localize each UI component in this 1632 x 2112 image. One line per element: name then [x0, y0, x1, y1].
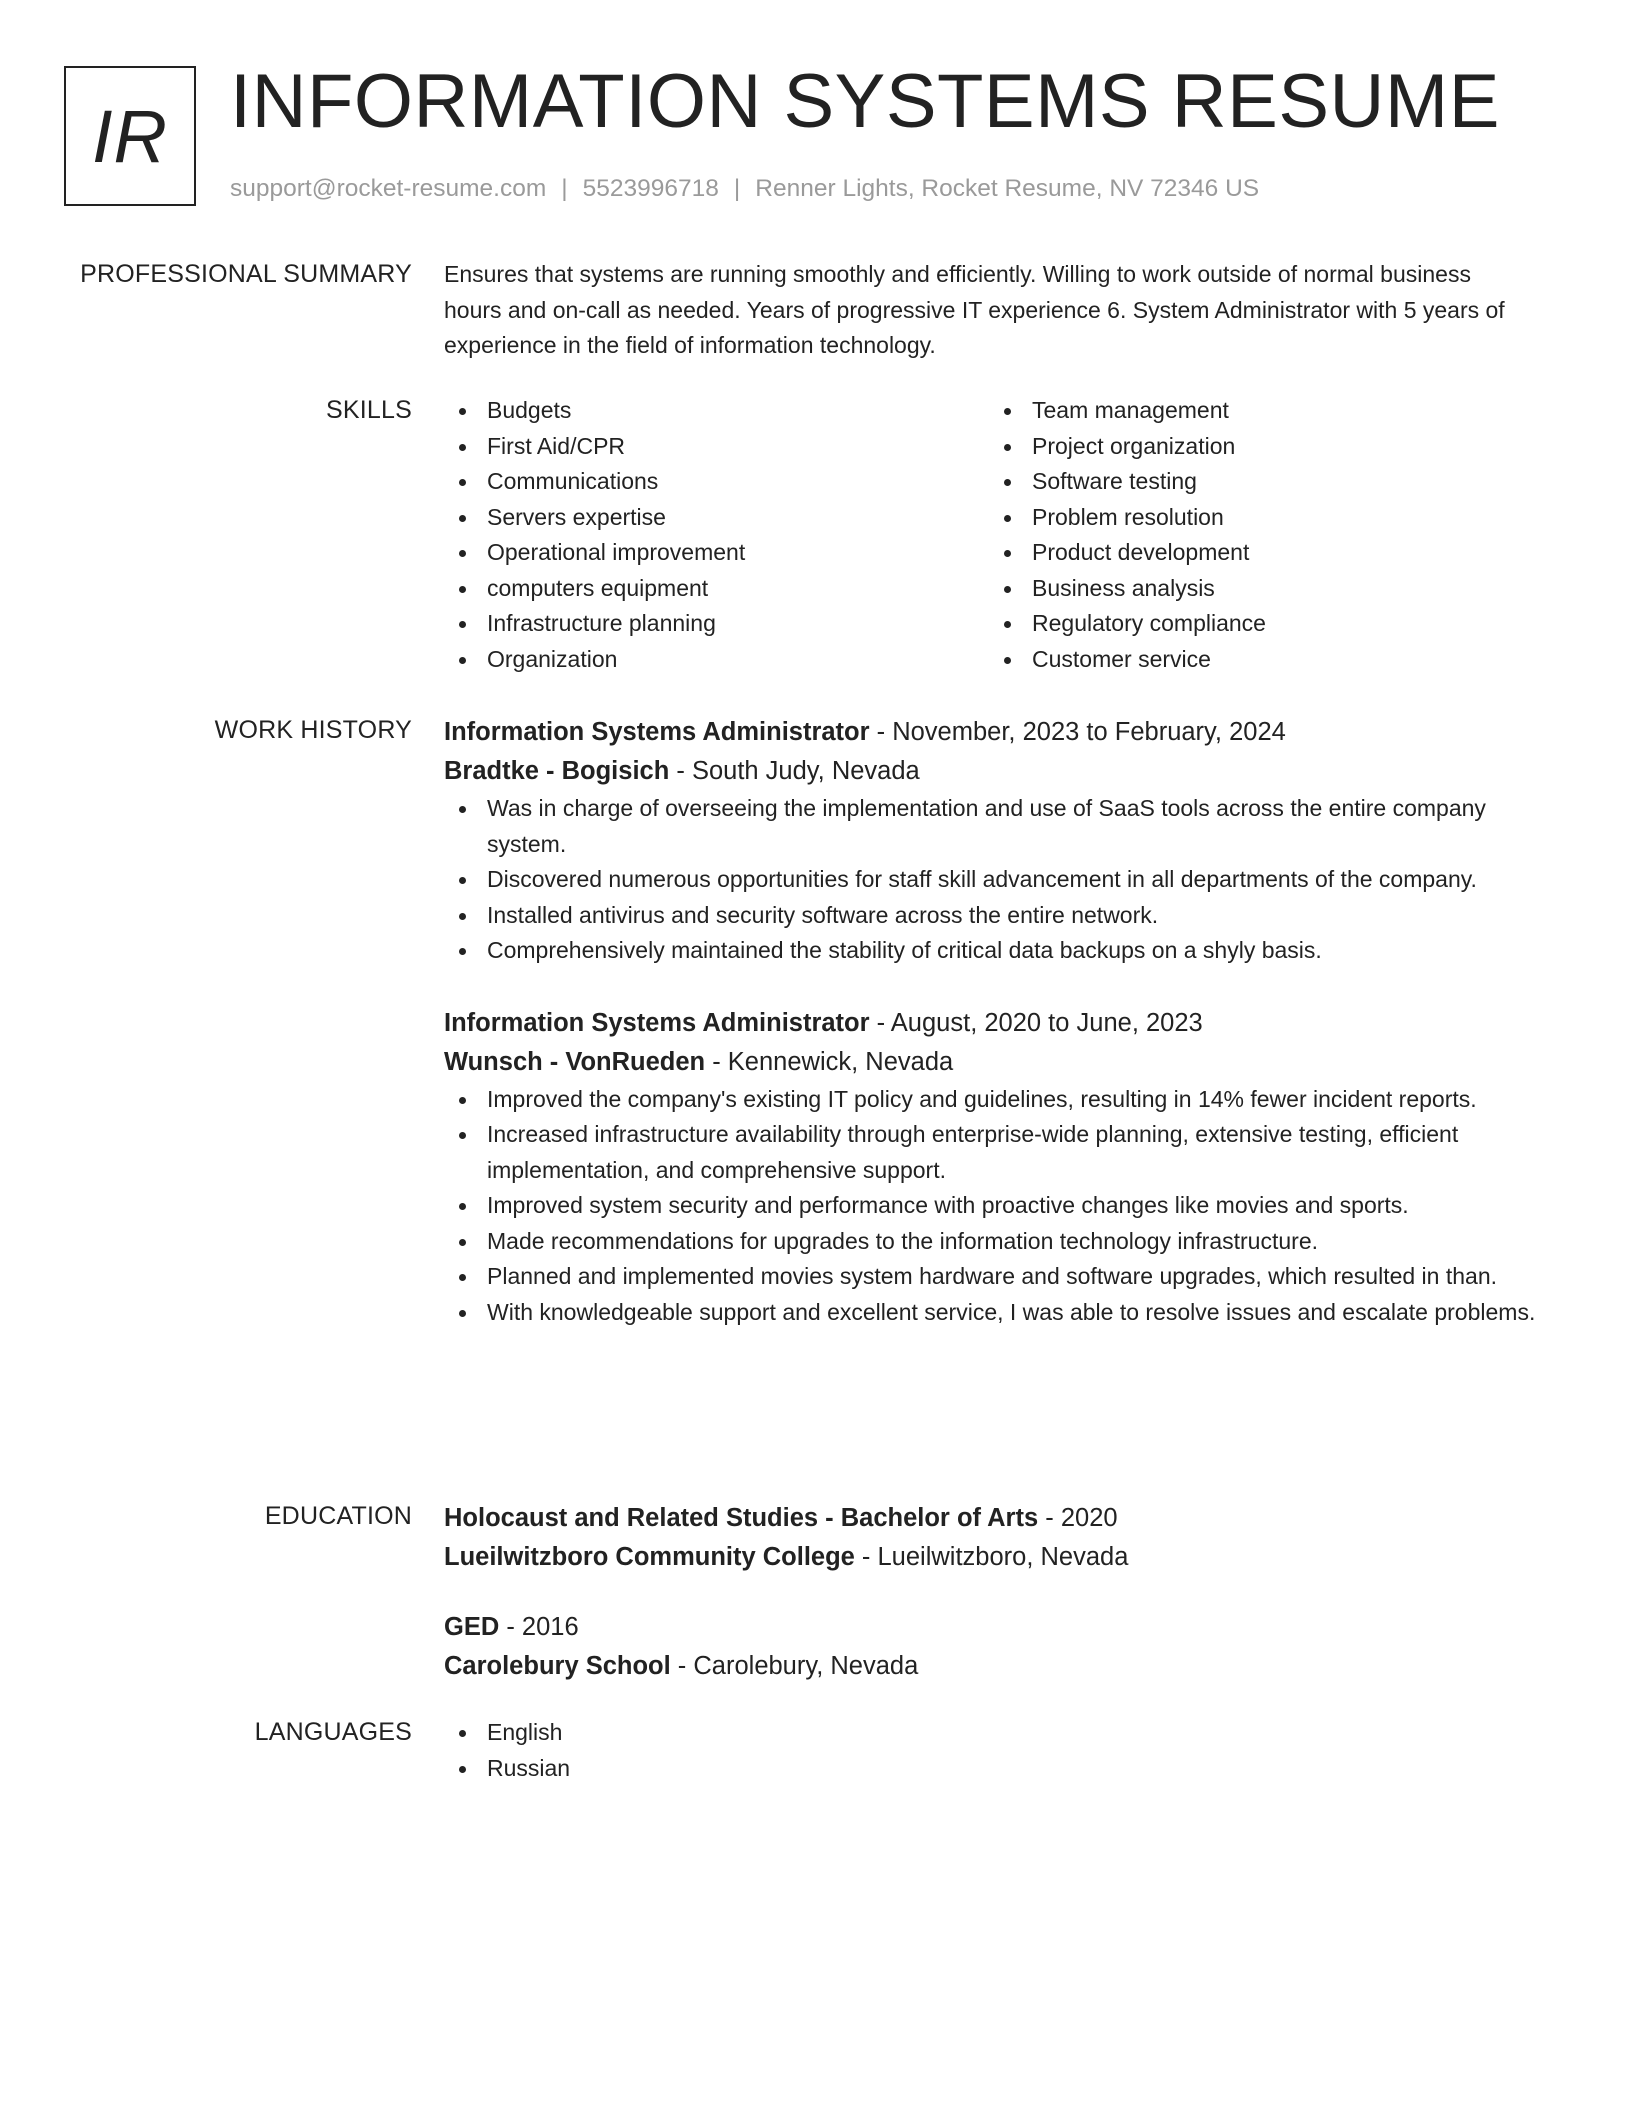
job-duty: Increased infrastructure availability through enterprise-wide planning, extensive testing, efficient implementation, and comprehensive support.	[444, 1117, 1564, 1188]
job-dates: - August, 2020 to June, 2023	[869, 1008, 1203, 1037]
skill-item: Project organization	[989, 429, 1534, 465]
job-dates: - November, 2023 to February, 2024	[869, 718, 1286, 746]
job-company: Bradtke - Bogisich	[444, 757, 670, 785]
skill-item: Budgets	[444, 393, 989, 429]
education-year: - 2020	[1038, 1504, 1118, 1532]
languages-heading: LANGUAGES	[254, 1718, 412, 1746]
language-item: Russian	[444, 1751, 1564, 1787]
skill-item: Problem resolution	[989, 500, 1534, 536]
skill-item: First Aid/CPR	[444, 429, 989, 465]
job-company: Wunsch - VonRueden	[444, 1047, 706, 1076]
resume-title: INFORMATION SYSTEMS RESUME	[230, 59, 1500, 144]
skill-item: Infrastructure planning	[444, 606, 989, 642]
skill-item: Customer service	[989, 642, 1534, 678]
education-school-line	[444, 1538, 1564, 1577]
job-duty: With knowledgeable support and excellent service, I was able to resolve issues and escalate problems.	[444, 1295, 1564, 1331]
job-entry	[444, 713, 1564, 969]
job-duty: Made recommendations for upgrades to the information technology infrastructure.	[444, 1224, 1564, 1260]
job-title-line	[444, 713, 1564, 752]
job-role: Information Systems Administrator	[444, 718, 870, 746]
education-degree-line	[444, 1608, 1564, 1647]
job-duty: Improved the company's existing IT policy and guidelines, resulting in 14% fewer incident reports.	[444, 1082, 1564, 1118]
contact-separator: |	[561, 175, 568, 202]
skill-item: Business analysis	[989, 571, 1534, 607]
skill-item: Team management	[989, 393, 1534, 429]
skills-list-left	[444, 393, 989, 677]
contact-address: Renner Lights, Rocket Resume, NV 72346 US	[755, 175, 1260, 202]
education-year: - 2016	[499, 1613, 579, 1641]
job-company-line	[444, 752, 1564, 791]
summary-text: Ensures that systems are running smoothly and efficiently. Willing to work outside of normal business hours and on-call as needed. Years of progressive IT experience 6. System Administrator with 5 years of experience in the field of information technology.	[444, 261, 1505, 358]
skill-item: computers equipment	[444, 571, 989, 607]
skill-item: Software testing	[989, 464, 1534, 500]
summary-heading: PROFESSIONAL SUMMARY	[80, 260, 412, 288]
skill-item: Servers expertise	[444, 500, 989, 536]
job-duty: Comprehensively maintained the stability of critical data backups on a shyly basis.	[444, 933, 1564, 969]
skill-item: Operational improvement	[444, 535, 989, 571]
job-entry	[444, 1004, 1564, 1331]
education-entry	[444, 1608, 1564, 1686]
education-degree: Holocaust and Related Studies - Bachelor of Arts	[444, 1504, 1039, 1532]
job-duty: Improved system security and performance with proactive changes like movies and sports.	[444, 1188, 1564, 1224]
education-heading: EDUCATION	[264, 1502, 412, 1530]
languages-list	[444, 1715, 1564, 1786]
education-school: Carolebury School	[444, 1652, 671, 1680]
education-degree: GED	[444, 1613, 500, 1641]
education-location: - Lueilwitzboro, Nevada	[854, 1543, 1129, 1571]
contact-phone: 5523996718	[582, 175, 719, 202]
job-duty: Was in charge of overseeing the implementation and use of SaaS tools across the entire company system.	[444, 791, 1564, 862]
contact-line	[230, 172, 1259, 206]
education-location: - Carolebury, Nevada	[670, 1652, 919, 1680]
job-role: Information Systems Administrator	[444, 1008, 870, 1037]
job-location: - Kennewick, Nevada	[705, 1047, 954, 1076]
monogram-text: IR	[92, 94, 168, 178]
education-degree-line	[444, 1499, 1564, 1538]
education-school-line	[444, 1647, 1564, 1686]
job-location: - South Judy, Nevada	[669, 757, 920, 785]
contact-email: support@rocket-resume.com	[230, 175, 547, 202]
job-duties-list	[444, 791, 1564, 969]
job-duty: Discovered numerous opportunities for staff skill advancement in all departments of the company.	[444, 862, 1564, 898]
skill-item: Communications	[444, 464, 989, 500]
job-duties-list	[444, 1082, 1564, 1331]
language-item: English	[444, 1715, 1564, 1751]
job-title-line	[444, 1004, 1564, 1043]
education-entry	[444, 1499, 1564, 1577]
skill-item: Regulatory compliance	[989, 606, 1534, 642]
education-school: Lueilwitzboro Community College	[444, 1543, 855, 1571]
monogram-badge	[64, 66, 196, 206]
skills-heading: SKILLS	[326, 396, 412, 424]
contact-separator: |	[733, 175, 741, 202]
skill-item: Organization	[444, 642, 989, 678]
job-company-line	[444, 1043, 1564, 1082]
job-duty: Planned and implemented movies system hardware and software upgrades, which resulted in than.	[444, 1259, 1564, 1295]
skills-columns	[444, 393, 1564, 677]
skills-list-right	[989, 393, 1534, 677]
job-duty: Installed antivirus and security software across the entire network.	[444, 898, 1564, 934]
skill-item: Product development	[989, 535, 1534, 571]
work-history-heading: WORK HISTORY	[214, 716, 412, 744]
